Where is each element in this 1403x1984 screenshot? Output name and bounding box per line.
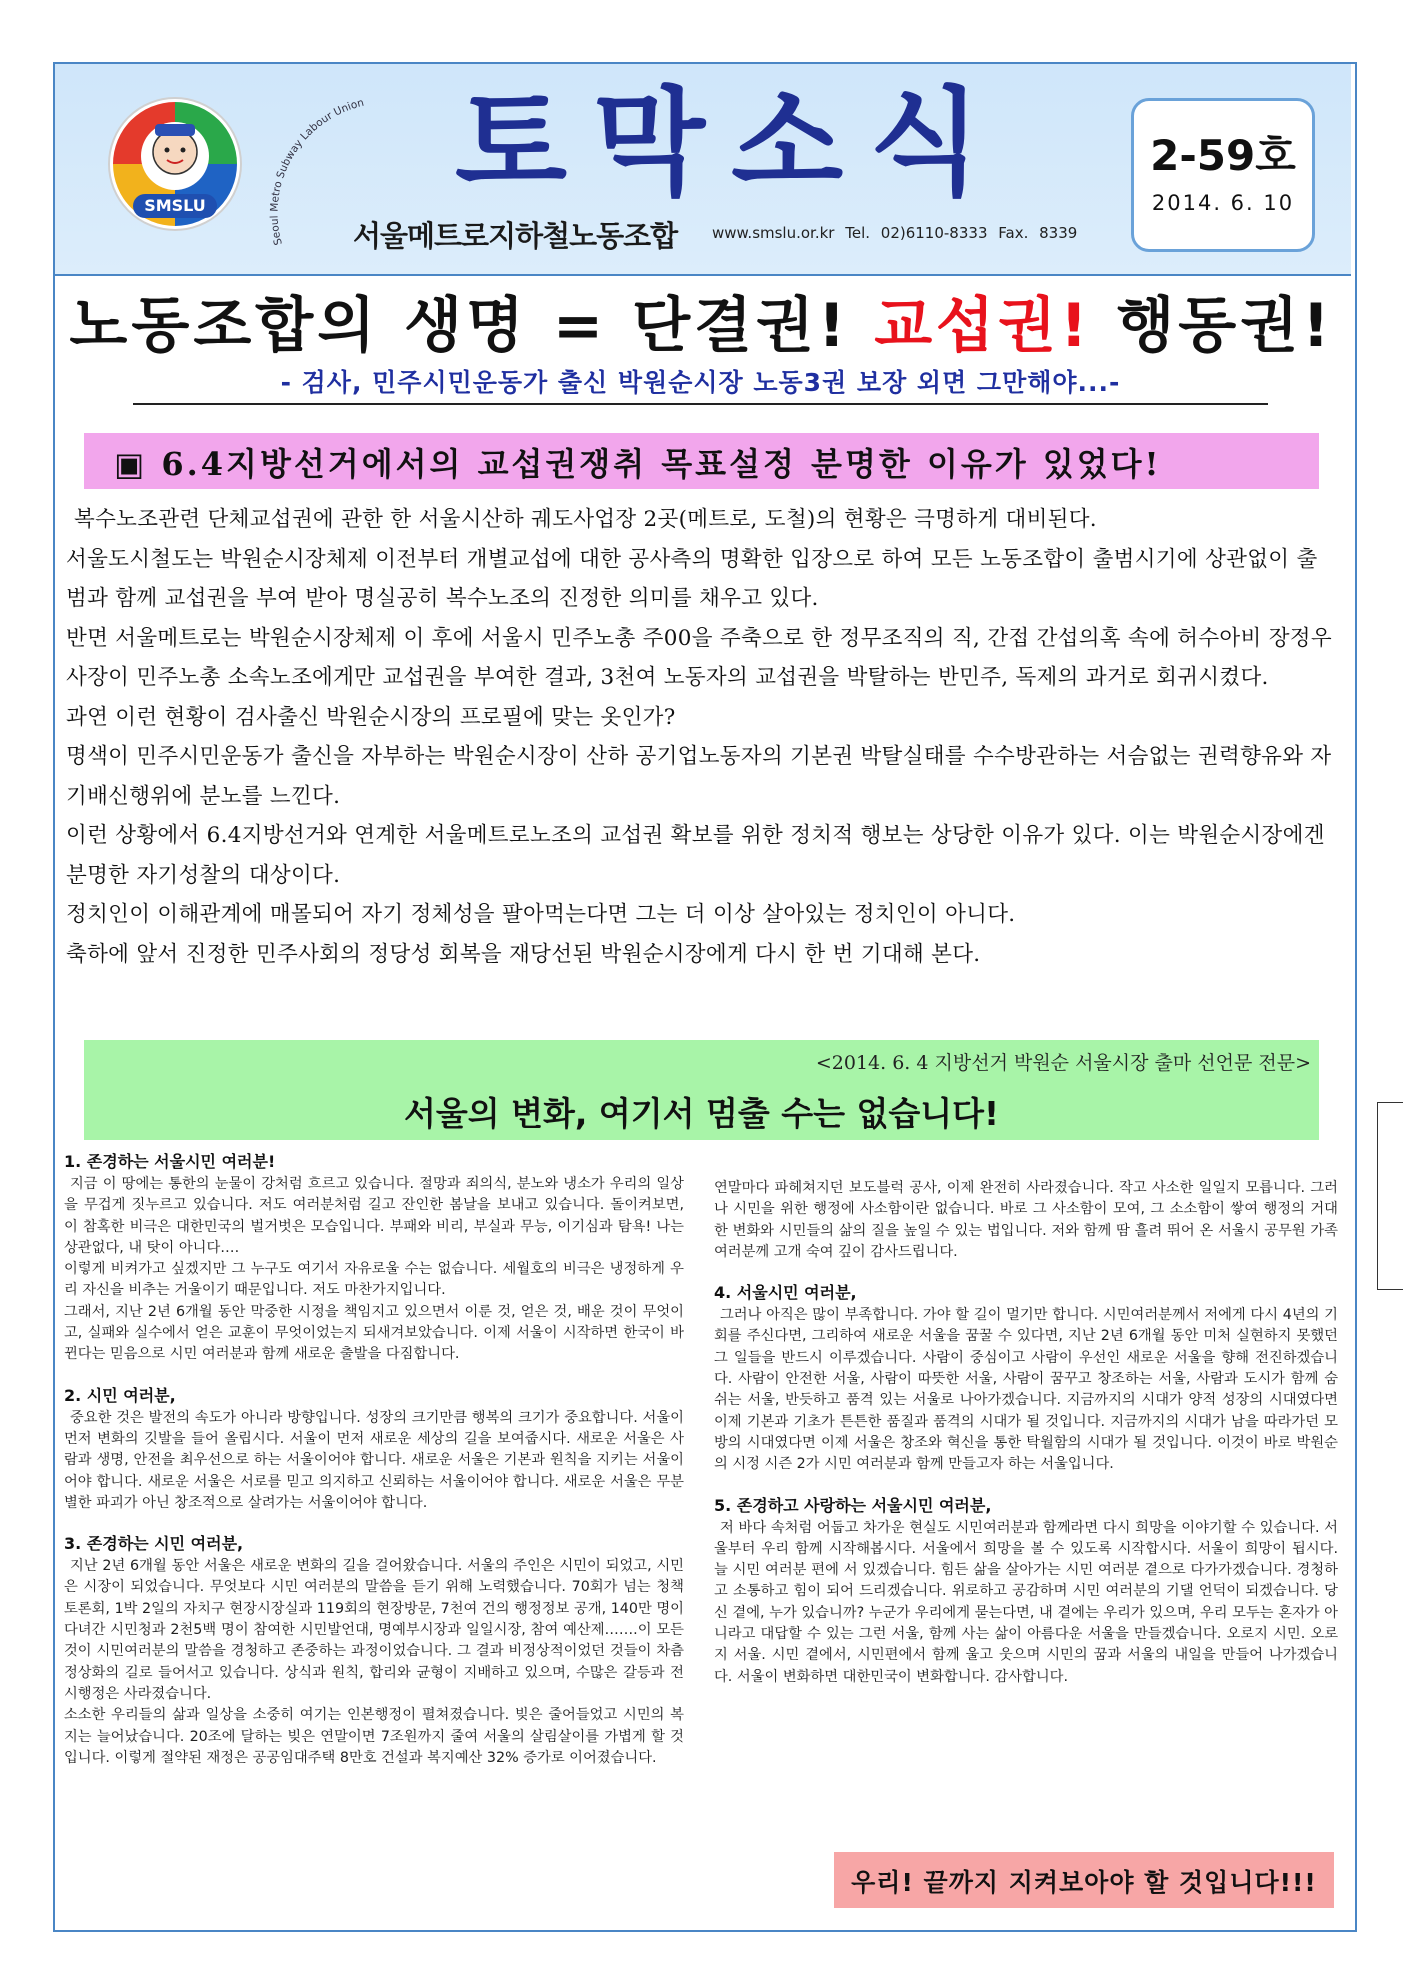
body-paragraph: 서울도시철도는 박원순시장체제 이전부터 개별교섭에 대한 공사측의 명확한 입장으로 하여 모든 노동조합이 출범시기에 상관없이 출범과 함께 교섭권을 부여 받아 명실공히 복수노조의 진정한 의미를 채우고 있다. xyxy=(66,546,1318,611)
speech-paragraph: 지난 2년 6개월 동안 서울은 새로운 변화의 길을 걸어왔습니다. 서울의 주인은 시민이 되었고, 시민은 시장이 되었습니다. 무엇보다 시민 여러분의 말씀을 듣기 위해 노력했습니다. 70회가 넘는 청책 토론회, 1박 2일의 자치구 현장시장실과 119회의 현장방문, 7천여 건의 행정정보 공개, 140만 명이 다녀간 시민청과 2천5백 명이 참여한 시민발언대, 명예부시장과 일일시장, 참여 예산제…….이 모든 것이 시민여러분의 말씀을 경청하고 존중하는 과정이었습니다. 그 결과 비정상적이었던 것들이 차츰 정상화의 길로 들어서고 있습니다. 상식과 원칙, 합리와 균형이 지배하고 있으며, 수많은 갈등과 전시행정은 사라졌습니다. xyxy=(64,1558,684,1702)
speech-paragraph: 중요한 것은 발전의 속도가 아니라 방향입니다. 성장의 크기만큼 행복의 크기가 중요합니다. 서울이 먼저 변화의 깃발을 들어 올립시다. 서울이 먼저 새로운 세상의 길을 보여줍시다. 새로운 서울은 사람과 생명, 안전을 최우선으로 하는 서울이어야 합니다. 새로운 서울은 기본과 원칙을 지키는 서울이어야 합니다. 새로운 서울은 서로를 믿고 의지하고 신뢰하는 서울이어야 합니다. 새로운 서울은 무분별한 파괴가 아닌 창조적으로 살려가는 서울이어야 합니다. xyxy=(64,1409,684,1511)
speech-heading: 3. 존경하는 시민 여러분, xyxy=(64,1534,244,1554)
newsletter-title: 토막소식 xyxy=(455,76,1008,211)
speech-paragraph: 이렇게 비켜가고 싶겠지만 그 누구도 여기서 자유로울 수는 없습니다. 세월호의 비극은 냉정하게 우리 자신을 비추는 거울이기 때문입니다. 저도 마찬가지입니다. xyxy=(64,1261,684,1299)
section2-title-bar xyxy=(84,1040,1319,1140)
sub-headline: - 검사, 민주시민운동가 출신 박원순시장 노동3권 보장 외면 그만해야...- xyxy=(133,363,1268,405)
body-paragraph: 반면 서울메트로는 박원순시장체제 이 후에 서울시 민주노총 주00을 주축으로 한 정무조직의 직, 간접 간섭의혹 속에 허수아비 장정우사장이 민주노총 소속노조에게만 교섭권을 부여한 결과, 3천여 노동자의 교섭권을 박탈하는 반민주, 독제의 과거로 회귀시켰다. xyxy=(66,625,1332,690)
union-logo xyxy=(105,94,245,234)
body-paragraph: 축하에 앞서 진정한 민주사회의 정당성 회복을 재당선된 박원순시장에게 다시 한 번 기대해 본다. xyxy=(66,941,981,967)
section1-title-bar xyxy=(84,433,1319,489)
speech-heading: 2. 시민 여러분, xyxy=(64,1385,176,1405)
speech-heading: 5. 존경하고 사랑하는 서울시민 여러분, xyxy=(714,1495,992,1515)
masthead xyxy=(55,64,1351,276)
contact-info: www.smslu.or.kr Tel. 02)6110-8333 Fax. 8339 xyxy=(712,224,1078,242)
body-paragraph: 명색이 민주시민운동가 출신을 자부하는 박원순시장이 산하 공기업노동자의 기본권 박탈실태를 수수방관하는 서슴없는 권력향유와 자기배신행위에 분노를 느낀다. xyxy=(66,744,1332,809)
headline-part1: 노동조합의 생명 = 단결권! xyxy=(69,291,875,361)
svg-text:Seoul Metro Subway Labour Unio xyxy=(268,97,365,247)
speech-heading: 1. 존경하는 서울시민 여러분! xyxy=(64,1152,276,1171)
headline-highlight: 교섭권! xyxy=(874,291,1092,361)
speech-caption: <2014. 6. 4 지방선거 박원순 서울시장 출마 선언문 전문> xyxy=(815,1052,1311,1074)
logo-text: SMSLU xyxy=(144,196,206,215)
body-paragraph: 복수노조관련 단체교섭권에 관한 한 서울시산하 궤도사업장 2곳(메트로, 도철)의 현황은 극명하게 대비된다. xyxy=(74,507,1097,532)
union-korean-name: 서울메트로지하철노동조합 xyxy=(353,219,678,253)
union-english-text: Seoul Metro Subway Labour Union xyxy=(268,96,366,247)
speech-title: 서울의 변화, 여기서 멈출 수는 없습니다! xyxy=(403,1094,1000,1133)
speech-paragraph: 그래서, 지난 2년 6개월 동안 막중한 시정을 책임지고 있으면서 이룬 것, 얻은 것, 배운 것이 무엇이고, 실패와 실수에서 얻은 교훈이 무엇이었는지 되새겨보았습니다. 이제 서울이 시작하면 한국이 바뀐다는 믿음으로 시민 여러분과 함께 새로운 출발을 다짐합니다. xyxy=(64,1303,684,1363)
body-paragraph: 이런 상황에서 6.4지방선거와 연계한 서울메트로노조의 교섭권 확보를 위한 정치적 행보는 상당한 이유가 있다. 이는 박원순시장에겐 분명한 자기성찰의 대상이다. xyxy=(66,823,1325,888)
closing-text: 우리! 끝까지 지켜보아야 할 것입니다!!! xyxy=(851,1868,1317,1897)
speech-paragraph: 그러나 아직은 많이 부족합니다. 가야 할 길이 멀기만 합니다. 시민여러분께서 저에게 다시 4년의 기회를 주신다면, 그리하여 새로운 서울을 꿈꿀 수 있다면, 지난 2년 6개월 동안 미처 실현하지 못했던 그 일들을 반드시 이루겠습니다. 사람이 중심이고 사람이 우선인 새로운 서울을 향해 전진하겠습니다. 사람이 안전한 서울, 사람이 따뜻한 서울, 사람이 꿈꾸고 창조하는 서울, 사람과 도시가 함께 숨 쉬는 서울, 반듯하고 품격 있는 서울로 나아가겠습니다. 지금까지의 시대가 양적 성장의 시대였다면 이제 기본과 기초가 튼튼한 품질과 품격의 시대가 될 것입니다. 지금까지의 시대가 남을 따라가던 모방의 시대였다면 이제 서울은 창조와 혁신을 통한 탁월함의 시대가 될 것입니다. 이것이 바로 박원순의 시정 시즌 2가 시민 여러분과 함께 만들고자 하는 서울입니다. xyxy=(714,1307,1338,1473)
issue-number: 2-59호 xyxy=(1150,131,1296,180)
issue-box xyxy=(1131,98,1315,252)
speech-paragraph: 연말마다 파헤쳐지던 보도블럭 공사, 이제 완전히 사라졌습니다. 작고 사소한 일일지 모릅니다. 그러나 시민을 위한 행정에 사소함이란 없습니다. 바로 그 사소함이 모여, 그 소소함이 쌓여 행정의 거대한 변화와 시민들의 삶의 질을 높일 수 있는 법입니다. 저와 함께 땀 흘려 뛰어 온 서울시 공무원 가족 여러분께 고개 숙여 깊이 감사드립니다. xyxy=(714,1180,1338,1260)
speech-left-column xyxy=(64,1150,684,1769)
main-headline xyxy=(0,278,1403,364)
issue-date: 2014. 6. 10 xyxy=(1151,191,1295,215)
section1-title: ▣ 6.4지방선거에서의 교섭권쟁취 목표설정 분명한 이유가 있었다! xyxy=(114,445,1162,483)
body-paragraph: 과연 이런 현황이 검사출신 박원순시장의 프로필에 맞는 옷인가? xyxy=(66,704,676,730)
section1-body xyxy=(66,500,1338,974)
adjacent-page-edge xyxy=(1377,1102,1403,1290)
speech-right-column xyxy=(714,1178,1338,1688)
speech-heading: 4. 서울시민 여러분, xyxy=(714,1283,857,1303)
speech-paragraph: 지금 이 땅에는 통한의 눈물이 강처럼 흐르고 있습니다. 절망과 죄의식, 분노와 냉소가 우리의 일상을 무겁게 짓누르고 있습니다. 저도 여러분처럼 길고 잔인한 봄날을 보내고 있습니다. 돌이켜보면, 이 참혹한 비극은 대한민국의 벌거벗은 모습입니다. 부패와 비리, 부실과 무능, 이기심과 탐욕! 나는 상관없다, 내 탓이 아니다…. xyxy=(64,1176,684,1256)
body-paragraph: 정치인이 이해관계에 매몰되어 자기 정체성을 팔아먹는다면 그는 더 이상 살아있는 정치인이 아니다. xyxy=(66,902,1016,927)
speech-paragraph: 저 바다 속처럼 어둡고 차가운 현실도 시민여러분과 함께라면 다시 희망을 이야기할 수 있습니다. 서울부터 우리 함께 시작해봅시다. 서울에서 희망을 볼 수 있도록 시작합시다. 서울이 희망이 됩시다. 늘 시민 여러분 편에 서 있겠습니다. 힘든 삶을 살아가는 시민 여러분 곁으로 다가가겠습니다. 경청하고 소통하고 힘이 되어 드리겠습니다. 위로하고 공감하며 시민 여러분의 기댈 언덕이 되겠습니다. 당신 곁에, 누가 있습니까? 누군가 우리에게 묻는다면, 내 곁에는 우리가 있으며, 우리 모두는 혼자가 아니라고 대답할 수 있는 그런 서울, 함께 사는 삶이 아름다운 서울을 만들겠습니다. 오로지 시민. 오로지 서울. 시민 곁에서, 시민편에서 함께 울고 웃으며 시민의 꿈과 서울의 내일을 만들어 나가겠습니다. 서울이 변화하면 대한민국이 변화합니다. 감사합니다. xyxy=(714,1519,1338,1685)
headline-part3: 행동권! xyxy=(1091,291,1334,361)
speech-paragraph: 소소한 우리들의 삶과 일상을 소중히 여기는 인본행정이 펼쳐졌습니다. 빚은 줄어들었고 시민의 복지는 늘어났습니다. 20조에 달하는 빚은 연말이면 7조원까지 줄여 서울의 살림살이를 가볍게 할 것입니다. 이렇게 절약된 재정은 공공임대주택 8만호 건설과 복지예산 32% 증가로 이어졌습니다. xyxy=(64,1707,684,1766)
closing-banner xyxy=(834,1852,1334,1908)
